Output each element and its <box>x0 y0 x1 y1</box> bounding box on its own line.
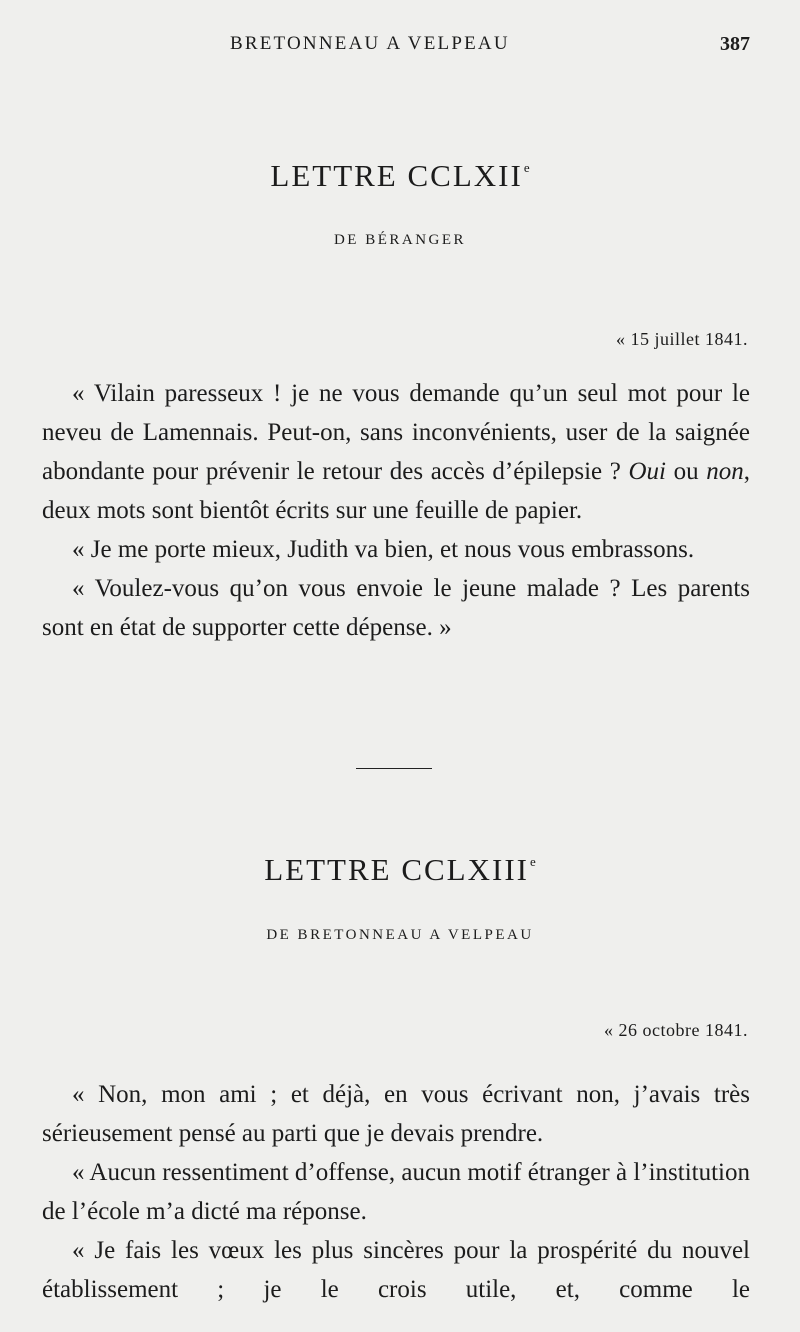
letter-title: LETTRE CCLXIIe <box>270 158 530 193</box>
section-divider <box>356 768 432 769</box>
title-superscript: e <box>523 160 530 175</box>
running-head <box>0 33 800 63</box>
letter-body <box>42 374 750 647</box>
letter-sender: DE BRETONNEAU A VELPEAU <box>266 927 534 943</box>
letter-date: « 15 juillet 1841. <box>616 329 748 349</box>
emphasis: non <box>706 458 744 485</box>
title-superscript: e <box>529 854 536 869</box>
paragraph: « Aucun ressentiment d’offense, aucun motif étranger à l’institution de l’école m’a dicté ma réponse. <box>42 1159 750 1225</box>
letter-sender: DE BÉRANGER <box>333 232 467 248</box>
paragraph: « Je me porte mieux, Judith va bien, et nous vous embrassons. <box>72 536 695 563</box>
page-number: 387 <box>720 33 750 55</box>
paragraph: « Non, mon ami ; et déjà, en vous écrivant non, j’avais très sérieusement pensé au parti que je devais prendre. <box>42 1081 750 1147</box>
letter-date: « 26 octobre 1841. <box>604 1020 748 1040</box>
paragraph: « Voulez-vous qu’on vous envoie le jeune malade ? Les parents sont en état de supporter cette dépense. » <box>42 575 750 641</box>
letter-body <box>42 1075 750 1309</box>
paragraph: « Vilain paresseux ! je ne vous demande qu’un seul mot pour le neveu de Lamennais. Peut-on, sans inconvénients, user de la saignée abondante pour prévenir le retour des accès d’épilepsie ? Oui ou non, deux mots sont bientôt écrits sur une feuille de papier. <box>42 380 750 524</box>
running-title: BRETONNEAU A VELPEAU <box>230 33 510 54</box>
emphasis: Oui <box>628 458 666 485</box>
letter-title: LETTRE CCLXIIIe <box>264 852 536 887</box>
paragraph: « Je fais les vœux les plus sincères pour la prospérité du nouvel établissement ; je le crois utile, et, comme le <box>42 1237 750 1303</box>
